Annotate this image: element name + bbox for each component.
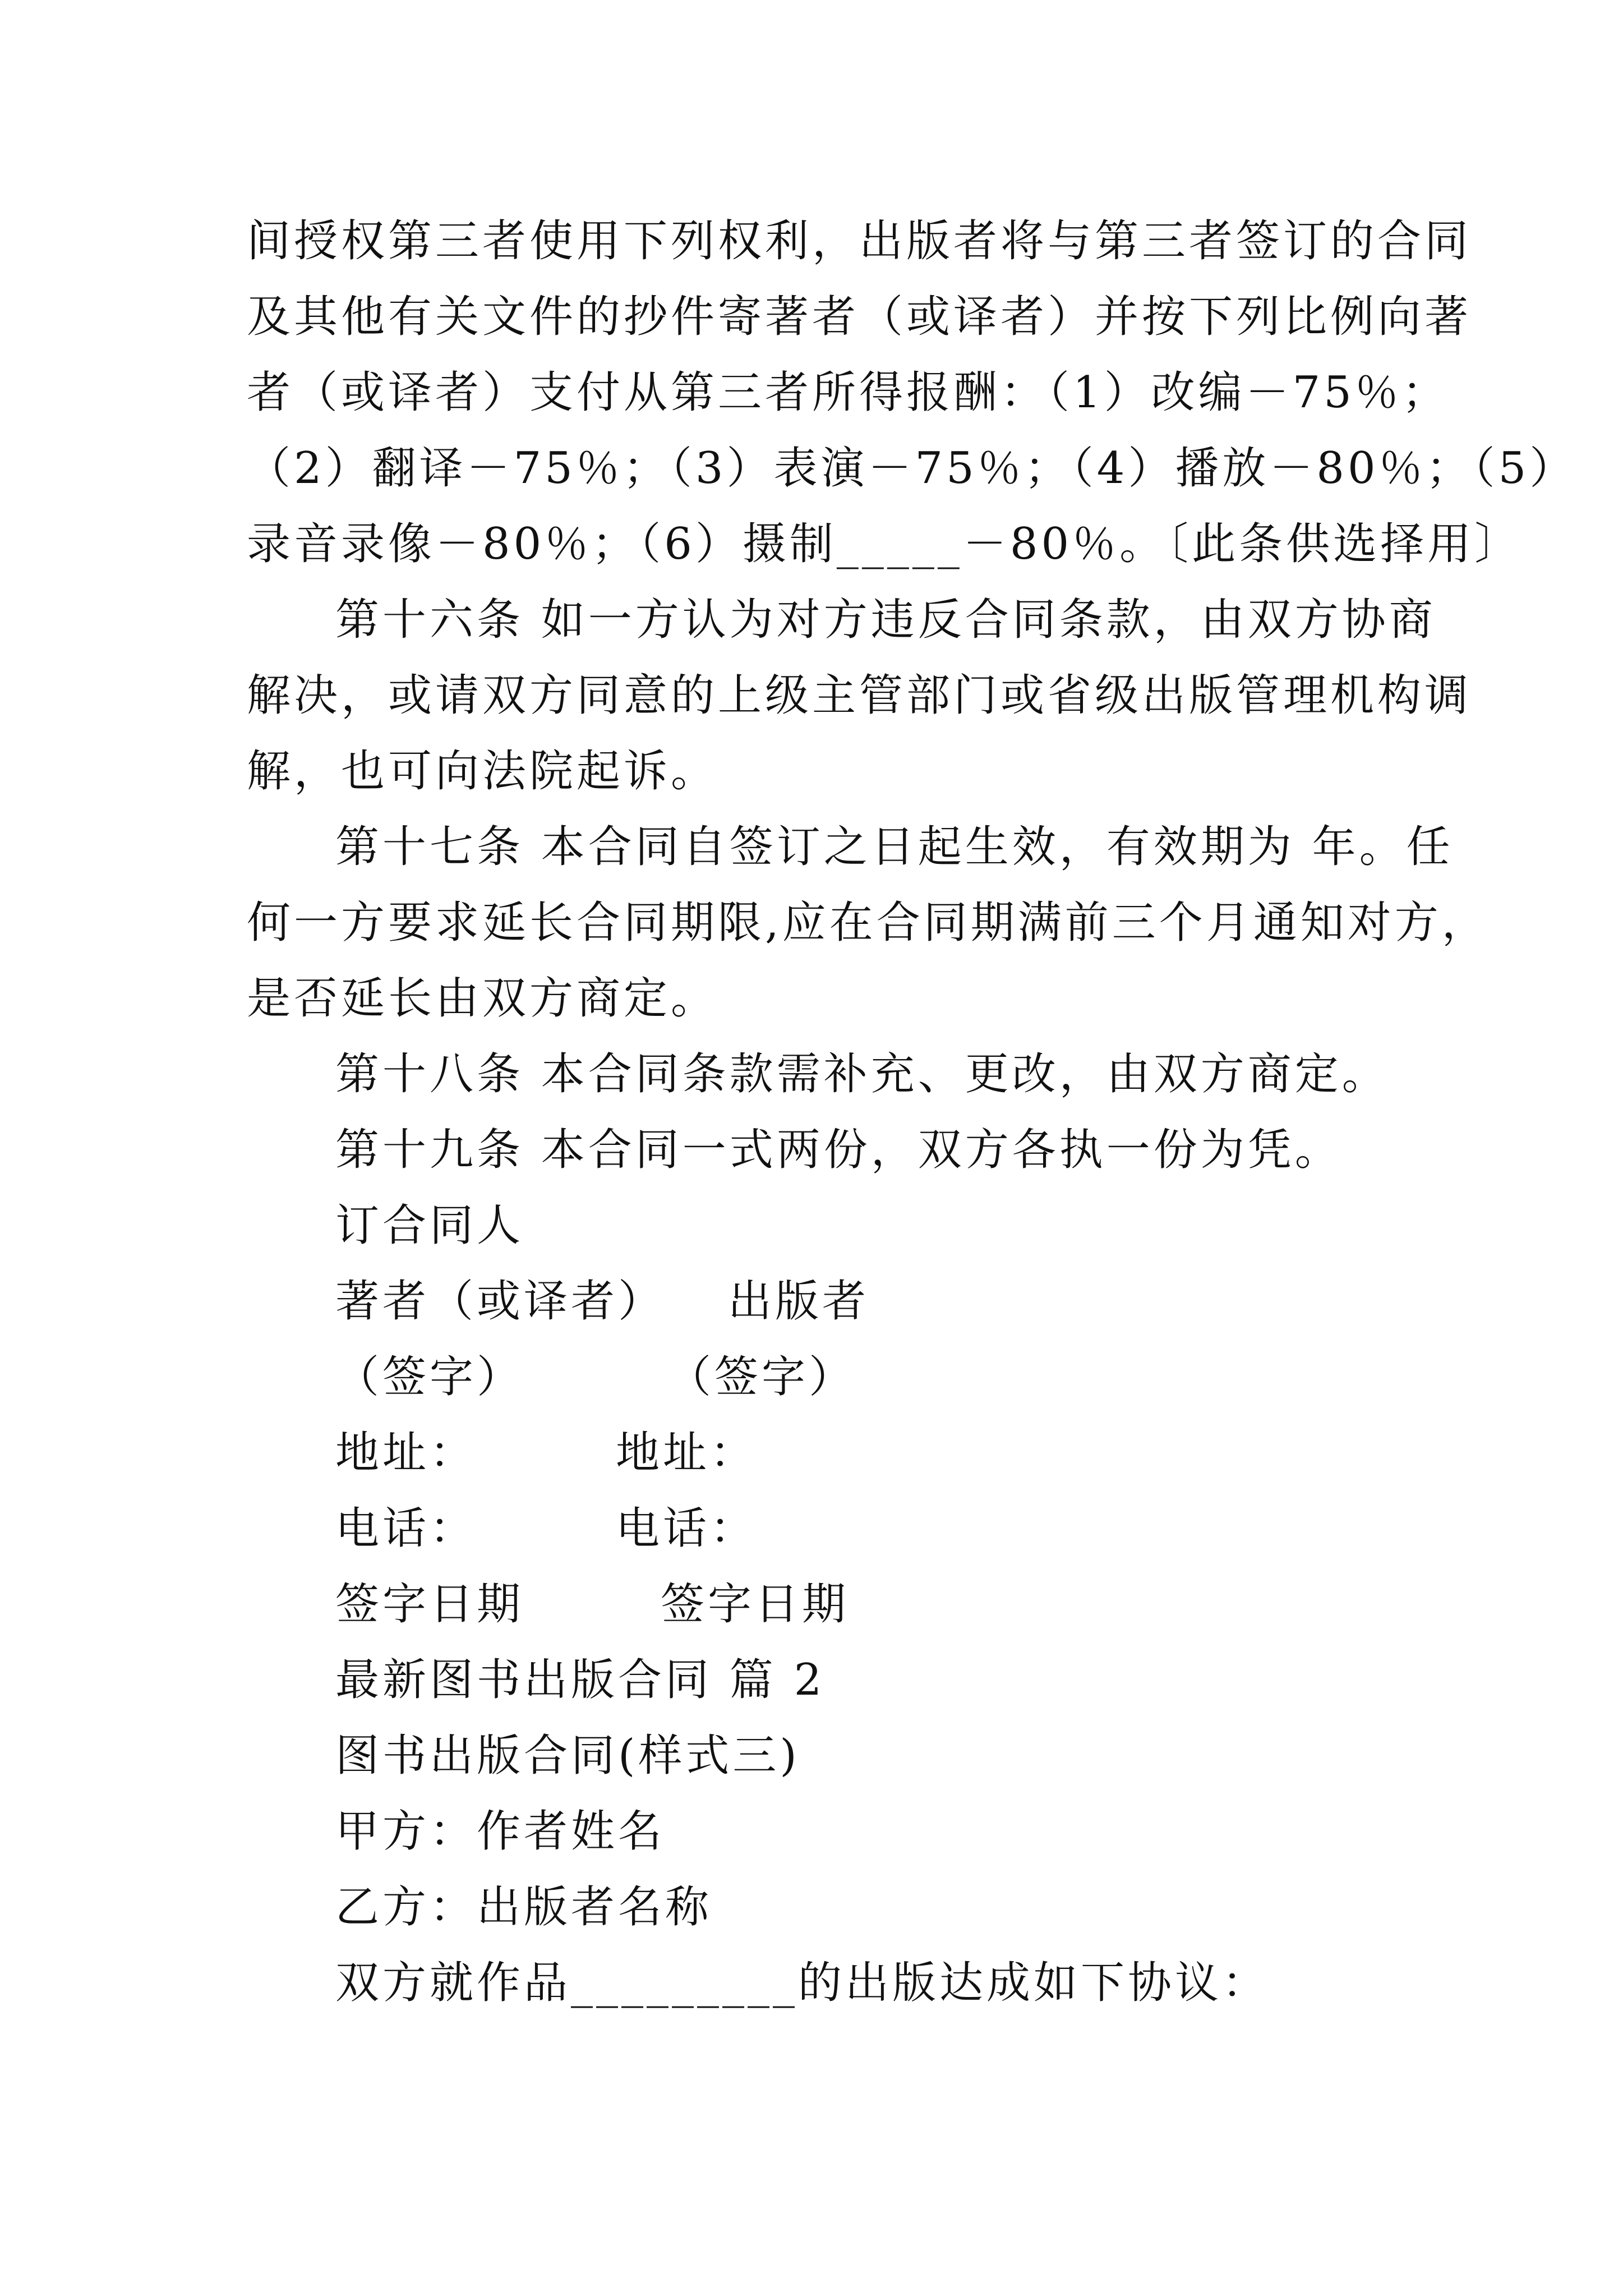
sig-publisher-phone: 电话： xyxy=(616,1503,758,1554)
sig-author-address: 地址： xyxy=(335,1428,477,1478)
article-18-line: 第十八条 本合同条款需补充、更改，由双方商定。 xyxy=(335,1049,1389,1099)
sig-author-phone: 电话： xyxy=(335,1503,477,1554)
sig-publisher-date: 签字日期 xyxy=(661,1579,850,1630)
text-line: 解决，或请双方同意的上级主管部门或省级出版管理机构调 xyxy=(247,670,1472,721)
text-line: 解，也可向法院起诉。 xyxy=(247,746,718,797)
text-line: 者（或译者）支付从第三者所得报酬：（1）改编－75％； xyxy=(247,367,1449,418)
article-19-line: 第十九条 本合同一式两份，双方各执一份为凭。 xyxy=(335,1125,1342,1175)
text-line: 录音录像－80％；（6）摄制_____－80％。〔此条供选择用〕 xyxy=(247,519,1522,569)
party-b: 乙方：出版者名称 xyxy=(335,1882,713,1932)
article-17-line: 第十七条 本合同自签订之日起生效，有效期为 年。任 xyxy=(335,822,1454,872)
contract-title: 图书出版合同(样式三) xyxy=(335,1731,800,1781)
text-line: 是否延长由双方商定。 xyxy=(247,973,718,1024)
article-16-line: 第十六条 如一方认为对方违反合同条款，由双方协商 xyxy=(335,595,1436,645)
sig-author-label: 著者（或译者） xyxy=(335,1276,666,1327)
sig-author-sign: （签字） xyxy=(335,1352,524,1402)
sig-publisher-sign: （签字） xyxy=(667,1352,856,1402)
sig-author-date: 签字日期 xyxy=(335,1579,524,1630)
text-line: 间授权第三者使用下列权利，出版者将与第三者签订的合同 xyxy=(247,216,1472,266)
party-a: 甲方：作者姓名 xyxy=(335,1806,666,1857)
agreement-intro: 双方就作品_________的出版达成如下协议： xyxy=(335,1958,1270,2008)
text-line: （2）翻译－75％；（3）表演－75％；（4）播放－80％；（5） xyxy=(247,443,1577,494)
text-line: 及其他有关文件的抄件寄著者（或译者）并按下列比例向著 xyxy=(247,292,1472,342)
signatories-heading: 订合同人 xyxy=(335,1200,524,1251)
sig-publisher-address: 地址： xyxy=(616,1428,758,1478)
sig-publisher-label: 出版者 xyxy=(728,1276,870,1327)
section-heading: 最新图书出版合同 篇 2 xyxy=(335,1655,826,1705)
text-line: 何一方要求延长合同期限,应在合同期满前三个月通知对方， xyxy=(247,898,1489,948)
